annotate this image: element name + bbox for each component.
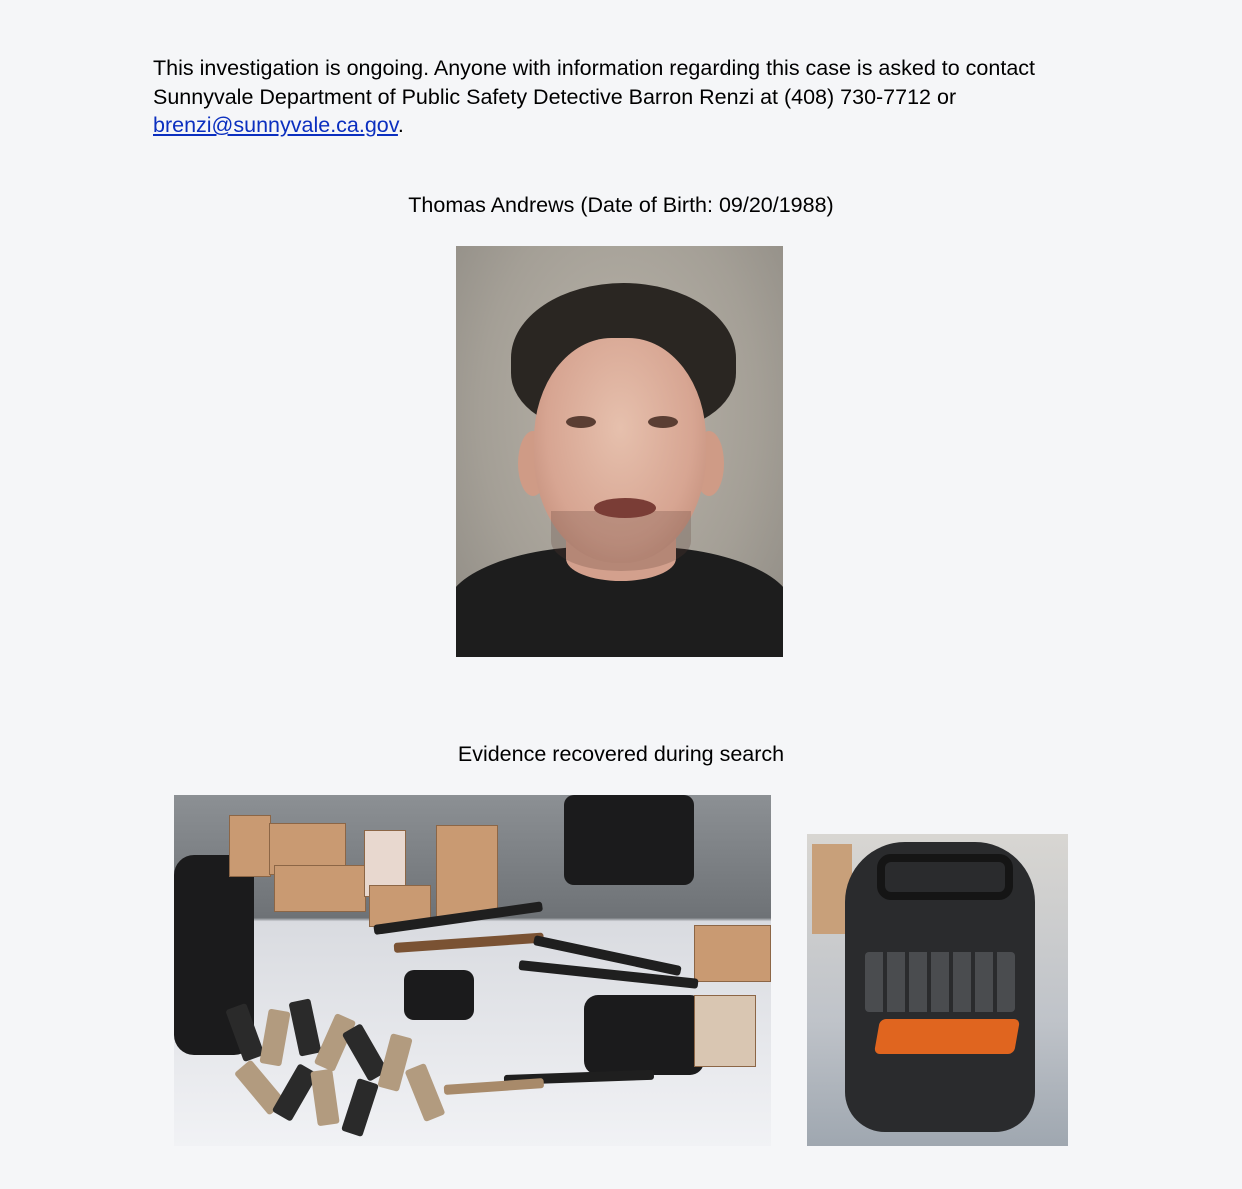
evidence-table-photo bbox=[174, 795, 771, 1146]
suspect-caption: Thomas Andrews (Date of Birth: 09/20/1988) bbox=[408, 193, 834, 217]
suspect-mugshot bbox=[456, 246, 783, 657]
notice-text: This investigation is ongoing. Anyone with information regarding this case is asked to contact Sunnyvale Department of Public Safety Detective Barron Renzi at (408) 730-7712 or bbox=[153, 56, 1035, 109]
evidence-caption: Evidence recovered during search bbox=[457, 742, 785, 766]
notice-period: . bbox=[397, 113, 404, 137]
detective-email-link[interactable]: brenzi@sunnyvale.ca.gov bbox=[153, 113, 398, 137]
evidence-backpack-photo bbox=[807, 834, 1068, 1146]
investigation-notice bbox=[153, 54, 1063, 140]
